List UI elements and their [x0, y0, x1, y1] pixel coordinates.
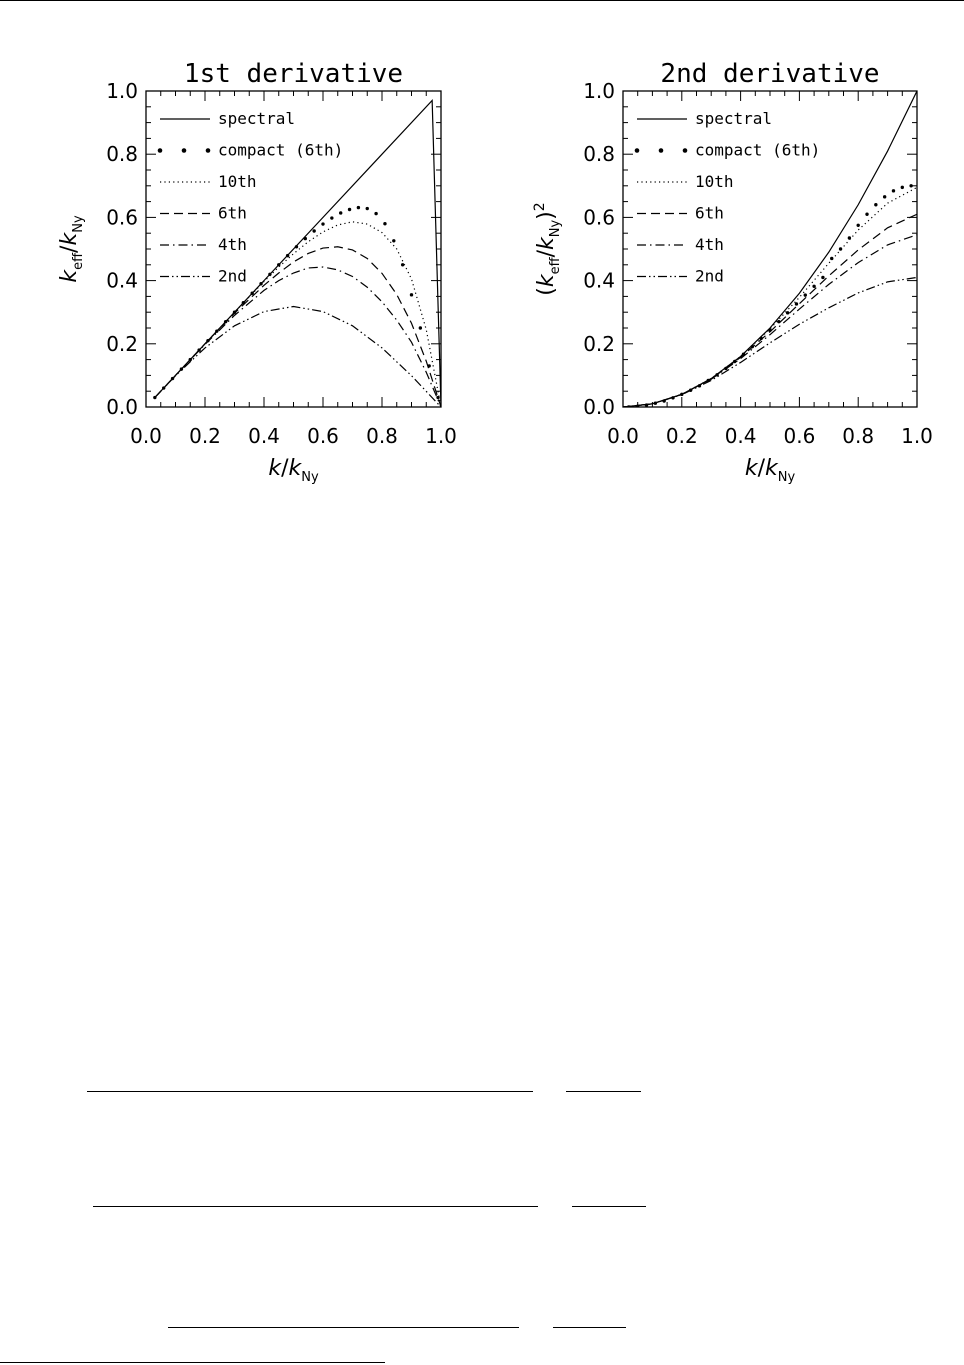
x-tick-label: 0.0	[130, 424, 162, 448]
series-compact-6th-point	[830, 257, 833, 260]
equation-rule	[566, 1091, 641, 1092]
legend-symbol	[635, 148, 640, 153]
legend-label: 4th	[695, 235, 724, 254]
y-tick-label: 0.8	[583, 142, 615, 167]
chart-second-derivative	[532, 59, 933, 485]
legend-label: 4th	[218, 235, 247, 254]
legend-symbol	[158, 148, 163, 153]
series-compact-6th-point	[348, 208, 351, 211]
y-tick-label: 1.0	[106, 79, 138, 103]
series-compact-6th-point	[401, 263, 404, 266]
footnote-rule	[0, 1362, 385, 1363]
legend-symbol	[659, 148, 664, 153]
derivative-figure	[0, 0, 964, 500]
series-compact-6th-point	[374, 212, 377, 215]
series-compact-6th-point	[330, 216, 333, 219]
legend-label: 2nd	[218, 266, 247, 286]
series-compact-6th-point	[312, 229, 315, 232]
y-axis-label: $k_{eff}/k_{Ny}$	[57, 215, 86, 283]
chart-first-derivative	[57, 59, 457, 485]
x-tick-label: 0.2	[189, 424, 221, 448]
x-tick-label: 0.6	[307, 424, 339, 448]
series-compact-6th-point	[339, 211, 342, 214]
equation-rule	[87, 1091, 533, 1092]
series-compact-6th-point	[909, 184, 912, 187]
y-tick-label: 0.4	[583, 268, 615, 293]
series-compact-6th-point	[821, 276, 824, 279]
equation-rule	[168, 1327, 519, 1328]
series-compact-6th-point	[795, 302, 798, 305]
legend-label: compact (6th)	[218, 140, 344, 160]
series-compact-6th-point	[892, 189, 895, 192]
x-tick-label: 0.2	[665, 424, 698, 448]
legend-label: 2nd	[695, 266, 724, 286]
x-tick-label: 0.8	[842, 424, 875, 448]
legend-symbol	[683, 148, 688, 153]
series-spectral-line	[623, 91, 917, 407]
equation-rule	[553, 1327, 626, 1328]
y-tick-label: 0.2	[583, 331, 615, 356]
series-4th-line	[623, 235, 917, 407]
series-compact-6th-point	[357, 206, 360, 209]
series-compact-6th-point	[883, 195, 886, 198]
chart-title: 1st derivative	[183, 59, 404, 89]
x-tick-label: 0.0	[607, 424, 639, 448]
legend-label: compact (6th)	[695, 140, 821, 160]
x-tick-label: 0.8	[366, 424, 398, 448]
series-compact-6th-point	[410, 293, 413, 296]
y-tick-label: 0.6	[583, 205, 615, 230]
legend-label: spectral	[695, 109, 773, 128]
legend-label: 10th	[695, 172, 734, 191]
x-tick-label: 0.4	[724, 424, 757, 448]
series-6th-line	[155, 247, 441, 407]
legend-symbol	[206, 148, 211, 153]
series-compact-6th-point	[812, 285, 815, 288]
y-tick-label: 0.0	[583, 395, 615, 419]
x-tick-label: 0.4	[248, 424, 280, 448]
legend-label: 6th	[695, 203, 724, 223]
series-compact-6th-point	[865, 213, 868, 216]
series-2nd-line	[155, 307, 441, 407]
y-tick-label: 0.0	[106, 395, 138, 419]
series-6th-line	[623, 214, 917, 407]
y-tick-label: 0.2	[106, 331, 138, 356]
legend-label: 6th	[218, 203, 247, 223]
plot-frame	[623, 91, 917, 407]
series-compact-6th-point	[321, 222, 324, 225]
x-axis-label: $k/k_{Ny}$	[268, 456, 319, 485]
x-axis-label: $k/k_{Ny}$	[744, 456, 796, 485]
series-compact-6th-point	[366, 207, 369, 210]
legend-label: spectral	[218, 109, 296, 128]
series-compact-6th-point	[383, 222, 386, 225]
series-10th-line	[155, 222, 441, 407]
series-compact-6th-point	[901, 186, 904, 189]
series-2nd-line	[623, 277, 917, 407]
equation-rule	[93, 1206, 538, 1207]
y-tick-label: 0.4	[106, 268, 138, 293]
legend-label: 10th	[218, 172, 257, 191]
y-tick-label: 1.0	[583, 79, 615, 103]
y-tick-label: 0.6	[106, 205, 138, 230]
series-compact-6th-point	[295, 245, 298, 248]
series-compact-6th-point	[419, 326, 422, 329]
x-tick-label: 1.0	[901, 424, 933, 448]
x-tick-label: 0.6	[783, 424, 816, 448]
legend-symbol	[182, 148, 187, 153]
series-compact-6th-point	[804, 293, 807, 296]
series-compact-6th-point	[392, 239, 395, 242]
series-compact-6th-point	[874, 203, 877, 206]
x-tick-label: 1.0	[425, 424, 457, 448]
series-4th-line	[155, 267, 441, 407]
series-compact-6th-point	[286, 254, 289, 257]
series-10th-line	[623, 187, 917, 407]
chart-title: 2nd derivative	[660, 59, 880, 89]
y-tick-label: 0.8	[106, 142, 138, 167]
y-axis-label: $(k_{eff}/k_{Ny})^2$	[532, 202, 563, 296]
series-compact-6th-point	[857, 224, 860, 227]
equation-rule	[572, 1206, 646, 1207]
series-compact-6th-point	[304, 237, 307, 240]
